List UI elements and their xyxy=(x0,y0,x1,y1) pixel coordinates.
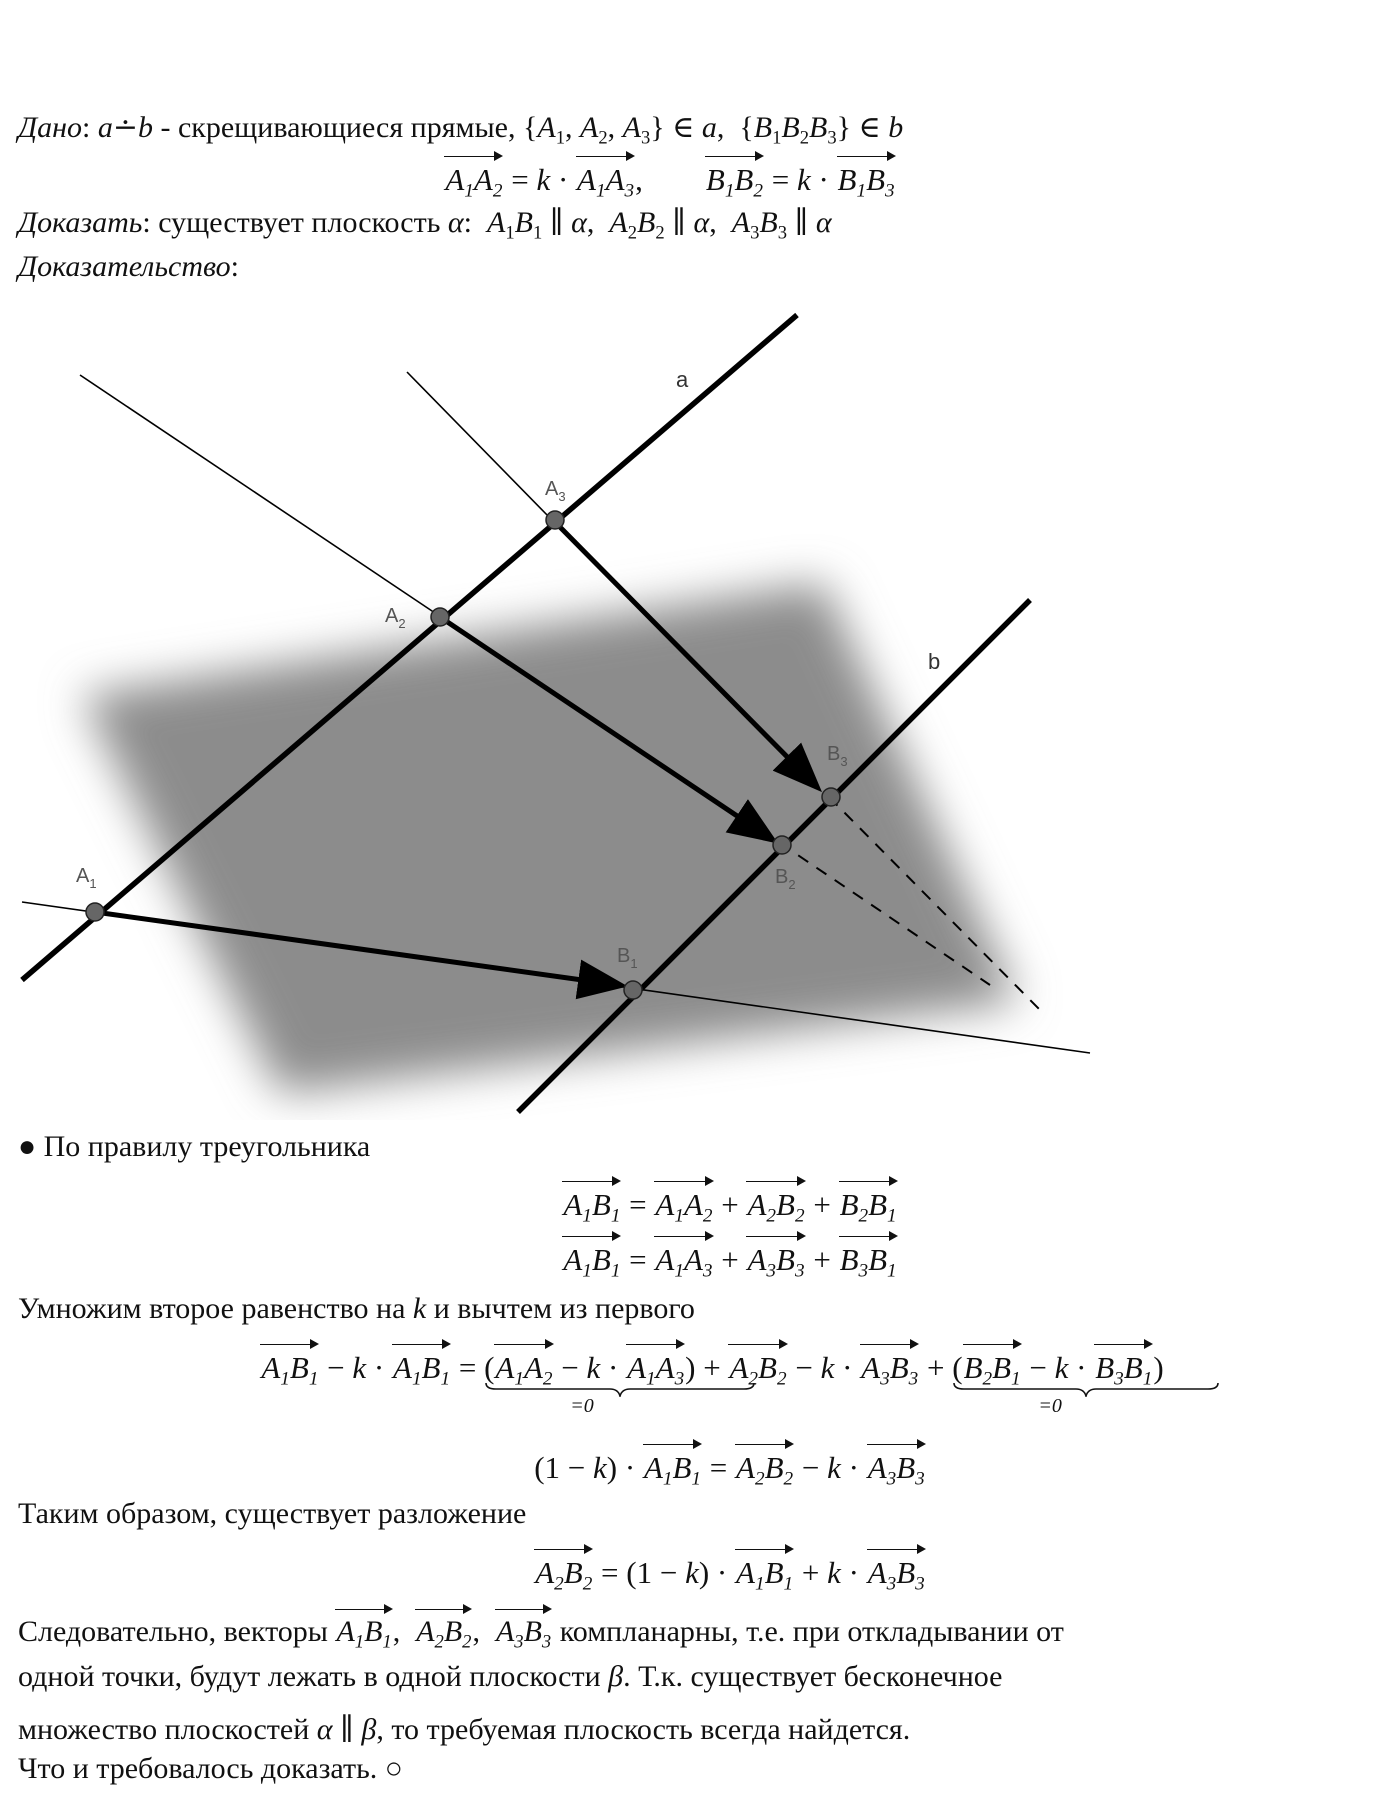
label-b1: $B_1$ xyxy=(617,945,638,971)
qed-line: Что и требовалось доказать. ○ xyxy=(18,1752,403,1785)
point-b1 xyxy=(624,981,642,999)
equation-4: $(1 - k) \cdot A_1B_1 = A_2B_2 - k \cdot A_3B_3$ xyxy=(30,1443,1400,1486)
brace-label-b: =0⃗ xyxy=(1038,1395,1078,1417)
proof-line: Доказательство: xyxy=(18,250,239,283)
point-a3 xyxy=(546,511,564,529)
conclusion-line-2: одной точки, будут лежать в одной плоскости β. Т.к. существует бесконечное xyxy=(18,1660,1003,1693)
brace-group-a: $(A_1A_2 - k \cdot A_1A_3)$ =0⃗ xyxy=(484,1343,695,1386)
point-b2 xyxy=(773,836,791,854)
label-line-a: a xyxy=(676,367,689,392)
prove-label: Доказать xyxy=(18,206,143,239)
label-b3: $B_3$ xyxy=(827,743,848,769)
conclusion-line-3: множество плоскостей α ∥ β, то требуемая плоскость всегда найдется. xyxy=(18,1713,911,1746)
prove-line: Доказать: существует плоскость α: $A_1B_1$ ∥ α, $A_2B_2$ ∥ α, $A_3B_3$ ∥ α xyxy=(18,206,832,244)
brace-label-a: =0⃗ xyxy=(570,1395,610,1417)
step-triangle-rule: ● По правилу треугольника xyxy=(18,1130,371,1163)
label-a3: $A_3$ xyxy=(545,478,566,504)
label-b2: $B_2$ xyxy=(775,866,796,892)
equation-1: $A_1B_1 = A_1A_2 + A_2B_2 + B_2B_1$ xyxy=(30,1180,1400,1223)
thin-line-a2 xyxy=(80,375,438,615)
point-a1 xyxy=(86,903,104,921)
given-conditions: $A_1A_2 = k \cdot A_1A_3$, $B_1B_2 = k \cdot B_1B_3$ xyxy=(0,155,1370,198)
given-line: Дано: a∸b - скрещивающиеся прямые, {$A_1$, $A_2$, $A_3$} ∈ a, $\{B_1B_2B_3\}$ ∈ b xyxy=(18,111,904,149)
point-a2 xyxy=(431,608,449,626)
conclusion-line-1: Следовательно, векторы $A_1B_1$, $A_2B_2$, $A_3B_3$ компланарны, т.е. при откладывании от xyxy=(18,1608,1064,1649)
label-a1: $A_1$ xyxy=(76,865,97,891)
geometry-figure xyxy=(0,300,1400,1120)
label-line-b: b xyxy=(928,649,941,674)
equation-2: $A_1B_1 = A_1A_3 + A_3B_3 + B_3B_1$ xyxy=(30,1235,1400,1278)
equation-5: $A_2B_2 = (1 - k) \cdot A_1B_1 + k \cdot A_3B_3$ xyxy=(30,1548,1400,1591)
plane-alpha xyxy=(82,583,1018,1093)
brace-group-b: $(B_2B_1 - k \cdot B_3B_1)$ =0⃗ xyxy=(952,1343,1163,1386)
label-a2: $A_2$ xyxy=(385,605,406,631)
given-label: Дано xyxy=(18,111,82,144)
point-b3 xyxy=(822,788,840,806)
thin-line-a3 xyxy=(407,372,550,518)
equation-3: $A_1B_1 - k \cdot A_1B_1 = (A_1A_2 - k \cdot A_1A_3)$ =0⃗ + $A_2B_2 - k \cdot A_3B_3 + (B_2B_1 - k \cdot B_3B_1)$ =0⃗ xyxy=(12,1343,1400,1386)
proof-label: Доказательство xyxy=(18,250,231,283)
step-decomposition: Таким образом, существует разложение xyxy=(18,1497,527,1530)
step-multiply: Умножим второе равенство на k и вычтем из первого xyxy=(18,1292,695,1325)
